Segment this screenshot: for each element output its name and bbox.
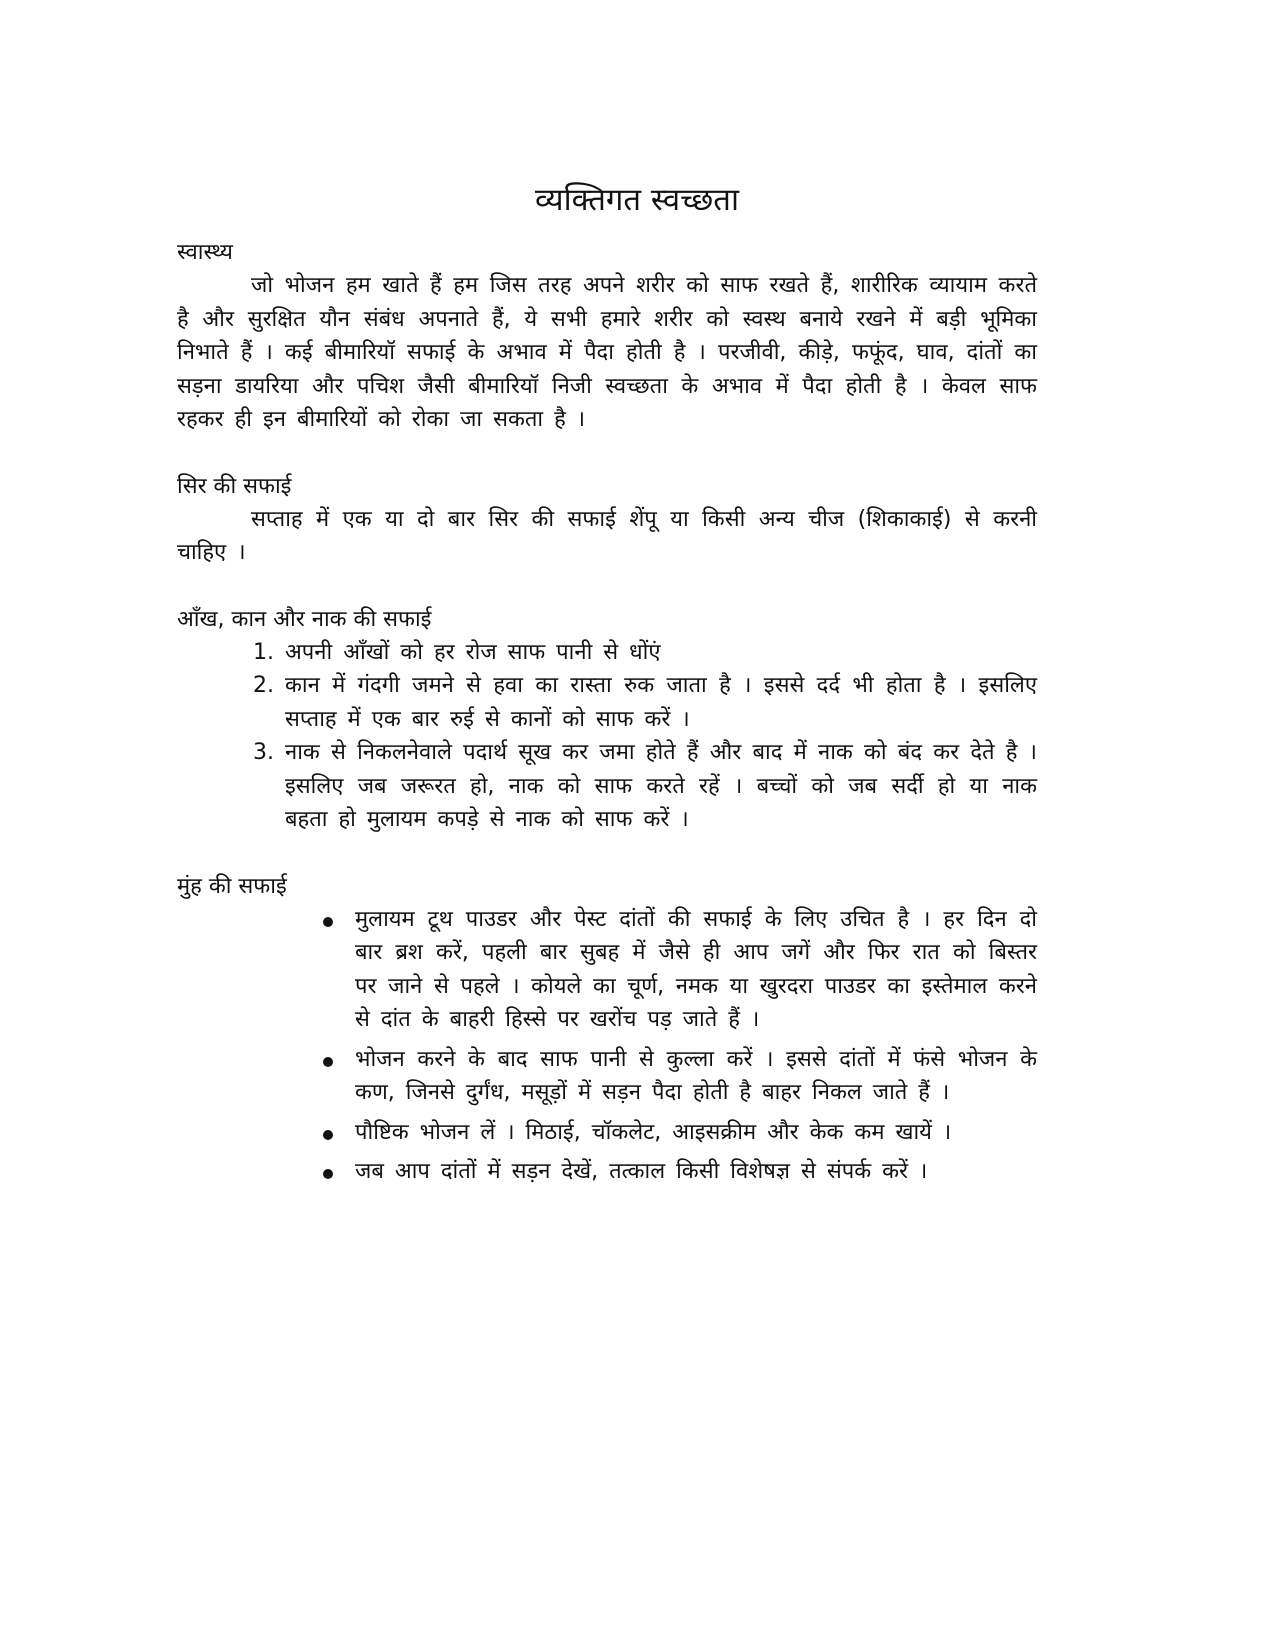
spacer bbox=[177, 437, 1037, 470]
bullet-list bbox=[177, 903, 1037, 1189]
document-page bbox=[177, 178, 1037, 1195]
section-heading: आँख, कान और नाक की सफाई bbox=[177, 606, 432, 632]
bullet-item bbox=[319, 903, 1037, 1037]
list-item bbox=[253, 736, 1037, 837]
section-heading: सिर की सफाई bbox=[177, 473, 292, 499]
list-item-number: 3. bbox=[253, 740, 274, 765]
list-item-text: नाक से निकलनेवाले पदार्थ सूख कर जमा होते हैं और बाद में नाक को बंद कर देते है । इसलिए जब जरूरत हो, नाक को साफ करते रहें । बच्चों को जब सर्दी हो या नाक बहता हो मुलायम कपड़े से नाक को साफ करें । bbox=[285, 740, 1037, 832]
bullet-icon bbox=[323, 1130, 333, 1140]
section-health bbox=[177, 236, 1037, 437]
bullet-item bbox=[319, 1155, 1037, 1189]
section-paragraph: सप्ताह में एक या दो बार सिर की सफाई शेंपू या किसी अन्य चीज (शिकाकाई) से करनी चाहिए । bbox=[177, 506, 1037, 565]
section-eye-ear-nose bbox=[177, 603, 1037, 837]
bullet-icon bbox=[323, 1169, 333, 1179]
list-item-number: 1. bbox=[253, 639, 274, 665]
section-heading: स्वास्थ्य bbox=[177, 240, 233, 265]
section-heading: मुंह की सफाई bbox=[177, 873, 287, 899]
list-item-text: कान में गंदगी जमने से हवा का रास्ता रुक जाता है । इससे दर्द भी होता है । इसलिए सप्ताह में एक बार रुई से कानों को साफ करें । bbox=[285, 673, 1037, 732]
bullet-item bbox=[319, 1116, 1037, 1150]
bullet-text: भोजन करने के बाद साफ पानी से कुल्ला करें । इससे दांतों में फंसे भोजन के कण, जिनसे दुर्गंध, मसूड़ों में सड़न पैदा होती है बाहर निकल जाते हैं । bbox=[355, 1046, 1037, 1105]
section-mouth-cleaning bbox=[177, 870, 1037, 1189]
bullet-text: मुलायम टूथ पाउडर और पेस्ट दांतों की सफाई के लिए उचित है । हर दिन दो बार ब्रश करें, पहली बार सुबह में जैसे ही आप जगें और फिर रात को बिस्तर पर जाने से पहले । कोयले का चूर्ण, नमक या खुरदरा पाउडर का इस्तेमाल करने से दांत के बाहरी हिस्से पर खरोंच पड़ जाते हैं । bbox=[355, 906, 1037, 1032]
list-item-text: अपनी आँखों को हर रोज साफ पानी से धोंएं bbox=[285, 639, 661, 665]
numbered-list bbox=[177, 636, 1037, 837]
document-title: व्यक्तिगत स्वच्छता bbox=[534, 182, 739, 218]
bullet-icon bbox=[323, 917, 333, 927]
section-paragraph: जो भोजन हम खाते हैं हम जिस तरह अपने शरीर को साफ रखते हैं, शारीरिक व्यायाम करते है और सुरक्षित यौन संबंध अपनाते हैं, ये सभी हमारे शरीर को स्वस्थ बनाये रखने में बड़ी भूमिका निभाते हैं । कई बीमारियॉ सफाई के अभाव में पैदा होती है । परजीवी, कीड़े, फफूंद, घाव, दांतों का सड़ना डायरिया और पचिश जैसी बीमारियॉ निजी स्वच्छता के अभाव में पैदा होती है । केवल साफ रहकर ही इन बीमारियों को रोका जा सकता है । bbox=[177, 273, 1037, 432]
bullet-icon bbox=[323, 1057, 333, 1067]
bullet-text: पौष्टिक भोजन लें । मिठाई, चॉकलेट, आइसक्रीम और केक कम खायें । bbox=[355, 1119, 952, 1145]
bullet-text: जब आप दांतों में सड़न देखें, तत्काल किसी विशेषज्ञ से संपर्क करें । bbox=[355, 1159, 928, 1184]
list-item bbox=[253, 669, 1037, 736]
list-item-number: 2. bbox=[253, 673, 274, 698]
bullet-item bbox=[319, 1043, 1037, 1110]
list-item bbox=[253, 636, 1037, 670]
spacer bbox=[177, 837, 1037, 870]
spacer bbox=[177, 570, 1037, 603]
section-head-cleaning bbox=[177, 470, 1037, 570]
